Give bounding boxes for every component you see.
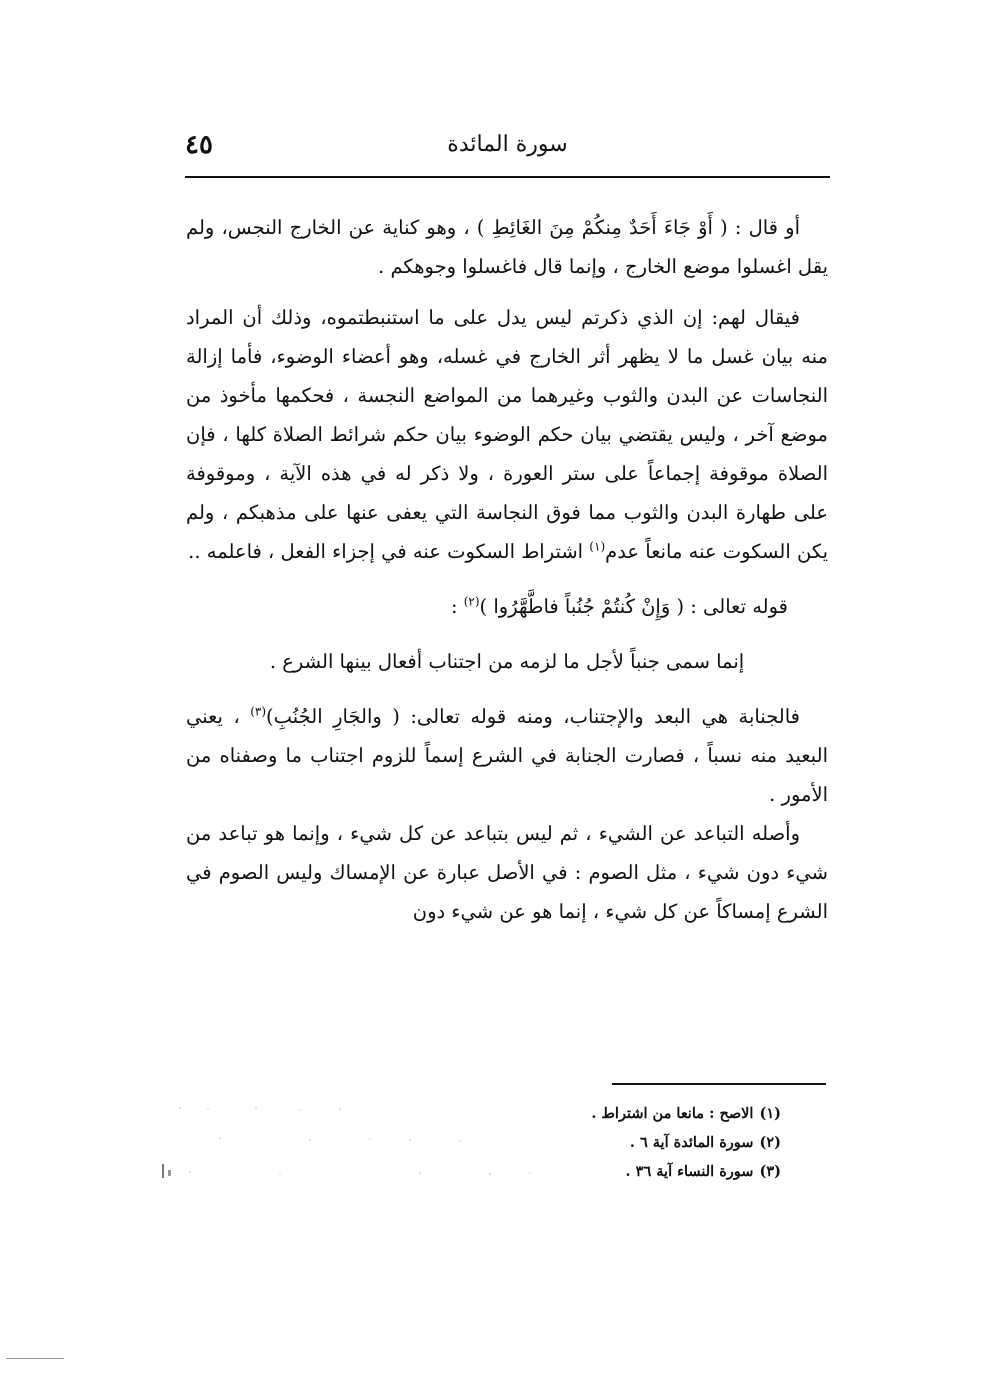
paragraph-3: إنما سمى جنباً لأجل ما لزمه من اجتناب أفعال بينها الشرع . bbox=[269, 650, 745, 673]
paragraph-4-text-end: ، يعني البعيد منه نسباً ، فصارت الجنابة في الشرع إسماً للزوم اجتناب ما وصفناه من الأمور . bbox=[186, 705, 828, 806]
paragraph-2-text: فيقال لهم: إن الذي ذكرتم ليس يدل على ما استنبطتموه، وذلك أن المراد منه بيان غسل ما لا يظهر أثر الخارج في غسله، وهو أعضاء الوضوء، فأما إزالة النجاسات عن البدن والثوب وغيرهما من المواضع النجسة ، فحكمها مأخوذ من موضع آخر ، وليس يقتضي بيان حكم الوضوء بيان حكم شرائط الصلاة كلها ، فإن الصلاة موقوفة إجماعاً على ستر العورة ، ولا ذكر له في هذه الآية ، وموقوفة على طهارة البدن والثوب مما فوق النجاسة التي يعفى عنها على مذهبكم ، ولم يكن السكوت عنه مانعاً عدم bbox=[186, 306, 828, 563]
verse-heading bbox=[186, 587, 828, 626]
body-text bbox=[186, 208, 828, 931]
page-number: ٤٥ bbox=[185, 130, 213, 160]
paragraph-4-text: فالجنابة هي البعد والإجتناب، ومنه قوله تعالى: ( والجَارِ الجُنُبِ) bbox=[266, 705, 800, 728]
verse-text: قوله تعالى : ( وَإِنْ كُنتُمْ جُنُباً فاطَّهَّرُوا ) bbox=[479, 595, 788, 618]
paragraph-1: أو قال : ( أَوْ جَاءَ أَحَدٌ مِنكُمْ مِنَ الغَائِطِ ) ، وهو كناية عن الخارج النجس، ولم يقل اغسلوا موضع الخارج ، وإنما قال فاغسلوا وجوهكم . bbox=[186, 216, 828, 278]
footnote-marker-3: (٣) bbox=[250, 704, 267, 719]
verse-colon: : bbox=[450, 595, 464, 618]
footnote-marker-2: (٢) bbox=[463, 594, 480, 609]
page-header bbox=[185, 122, 830, 172]
footnote-text: سورة النساء آية ٣٦ . bbox=[625, 1163, 754, 1180]
scan-noise bbox=[160, 1100, 580, 1190]
paragraph-2-text-end: اشتراط السكوت عنه في إجزاء الفعل ، فاعلمه .. bbox=[188, 540, 590, 563]
footnote-number: (٣) bbox=[759, 1163, 781, 1180]
footnote-text: سورة المائدة آية ٦ . bbox=[629, 1134, 754, 1151]
paragraph-5: وأصله التباعد عن الشيء ، ثم ليس بتباعد عن كل شيء ، وإنما هو تباعد من شيء دون شيء ، مثل الصوم : في الأصل عبارة عن الإمساك وليس الصوم في الشرع إمساكاً عن كل شيء ، إنما هو عن شيء دون bbox=[186, 822, 828, 923]
footnote-text: الاصح : مانعا من اشتراط . bbox=[591, 1105, 754, 1122]
footnote-rule bbox=[612, 1083, 826, 1085]
header-rule bbox=[185, 176, 830, 178]
paragraph-4 bbox=[186, 697, 828, 814]
paragraph-2 bbox=[186, 298, 828, 571]
footnote-number: (١) bbox=[759, 1105, 781, 1122]
footnote-marker-1: (١) bbox=[589, 539, 606, 554]
footnote-number: (٢) bbox=[759, 1134, 781, 1151]
running-title: سورة المائدة bbox=[447, 132, 568, 157]
scan-edge-mark bbox=[6, 1358, 64, 1359]
